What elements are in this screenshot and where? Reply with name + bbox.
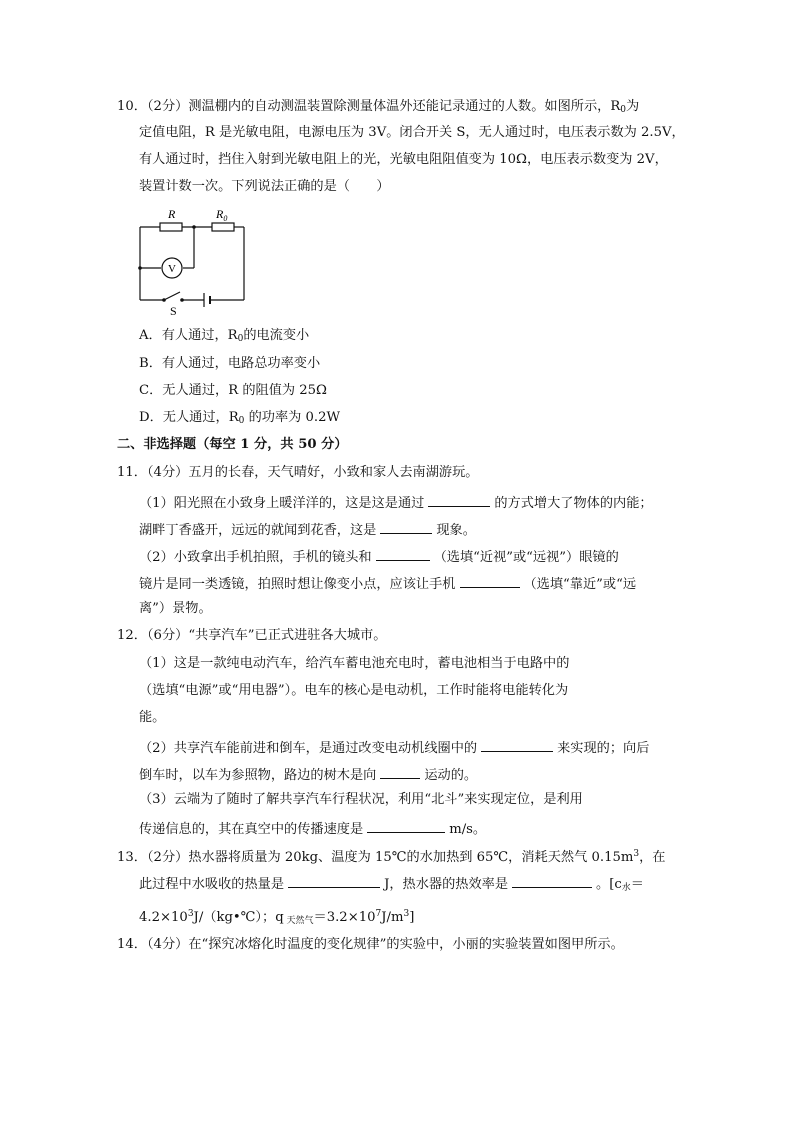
q12-line-1: 12．（6分）“共享汽车”已正式进驻各大城市。 bbox=[117, 628, 387, 643]
q12-line-7: （3）云端为了随时了解共享汽车行程状况，利用“北斗”来实现定位，是利用 bbox=[139, 792, 583, 807]
q12-line-5: （2）共享汽车能前进和倒车，是通过改变电动机线圈中的 来实现的；向后 bbox=[139, 737, 649, 758]
switch-icon bbox=[164, 292, 180, 300]
q12-line-3: （选填“电源”或“用电器”）。电车的核心是电动机，工作时能将电能转化为 bbox=[139, 683, 569, 698]
answer-blank[interactable] bbox=[428, 492, 490, 507]
q13-line-2: 此过程中水吸收的热量是 J，热水器的热效率是 。[$c_水=$ bbox=[139, 873, 644, 897]
q10-line-2: 定值电阻，R 是光敏电阻，电源电压为 3V。闭合开关 S，无人通过时，电压表示数为 2.5V， bbox=[139, 125, 685, 140]
q14-line-1: 14．（4分）在“探究冰熔化时温度的变化规律”的实验中，小丽的实验装置如图甲所示。 bbox=[117, 937, 624, 952]
q10-line-1: 10．（2分）测温棚内的自动测温装置除测量体温外还能记录通过的人数。如图所示，$R_0$为 bbox=[117, 99, 640, 115]
q10-option-d: D．无人通过，$R_0$ 的功率为 0.2W bbox=[139, 410, 341, 426]
label-r: R bbox=[168, 207, 176, 221]
q10-option-c: C．无人通过，R 的阻值为 25Ω bbox=[139, 383, 327, 398]
resistor-r0 bbox=[212, 223, 234, 231]
q10-option-b: B．有人通过，电路总功率变小 bbox=[139, 356, 321, 371]
section-heading: 二、非选择题（每空 1 分，共 50 分） bbox=[117, 437, 348, 452]
label-v: V bbox=[168, 263, 176, 275]
q11-line-4: （2）小致拿出手机拍照，手机的镜头和 （选填“近视”或“远视”）眼镜的 bbox=[139, 546, 619, 567]
q11-line-1: 11．（4分）五月的长春，天气晴好，小致和家人去南湖游玩。 bbox=[117, 465, 479, 480]
resistor-r bbox=[160, 223, 182, 231]
circuit-diagram bbox=[132, 204, 252, 316]
answer-blank[interactable] bbox=[380, 519, 432, 534]
q11-line-3: 湖畔丁香盛开，远远的就闻到花香，这是 现象。 bbox=[139, 519, 476, 540]
q12-line-2: （1）这是一款纯电动汽车，给汽车蓄电池充电时，蓄电池相当于电路中的 bbox=[139, 656, 570, 671]
answer-blank[interactable] bbox=[380, 764, 420, 779]
answer-blank[interactable] bbox=[512, 873, 592, 888]
q12-line-6: 倒车时，以车为参照物，路边的树木是向 运动的。 bbox=[139, 764, 477, 785]
q11-line-6: 离”）景物。 bbox=[139, 601, 212, 616]
q10-option-a: A．有人通过，$R_0$的电流变小 bbox=[139, 328, 310, 344]
q12-line-8: 传递信息的，其在真空中的传播速度是 m/s。 bbox=[139, 818, 486, 839]
answer-blank[interactable] bbox=[481, 737, 553, 752]
q13-line-1: 13．（2分）热水器将质量为 20kg、温度为 15℃的水加热到 65℃，消耗天然气 $0.15m^3$，在 bbox=[117, 849, 666, 865]
label-s: S bbox=[170, 304, 177, 316]
q11-line-5: 镜片是同一类透镜，拍照时想让像变小点，应该让手机 （选填“靠近”或“远 bbox=[139, 573, 636, 594]
q11-line-2: （1）阳光照在小致身上暖洋洋的，这是这是通过 的方式增大了物体的内能； bbox=[139, 492, 653, 513]
q10-line-4: 装置计数一次。下列说法正确的是（ ） bbox=[139, 179, 390, 194]
answer-blank[interactable] bbox=[460, 573, 520, 588]
q13-line-3: $4.2\times 10^3J/(kg•℃)$；q $_{天然气}=3.2\times 10^7J/m^3$] bbox=[139, 909, 415, 926]
q10-number: 10．（2分） bbox=[117, 99, 189, 114]
q10-line-3: 有人通过时，挡住入射到光敏电阻上的光，光敏电阻阻值变为 10Ω，电压表示数变为 2V， bbox=[139, 152, 668, 167]
answer-blank[interactable] bbox=[288, 873, 380, 888]
label-r0: $R_0$ bbox=[216, 207, 228, 223]
answer-blank[interactable] bbox=[376, 546, 430, 561]
answer-blank[interactable] bbox=[367, 818, 445, 833]
q12-line-4: 能。 bbox=[139, 710, 166, 725]
